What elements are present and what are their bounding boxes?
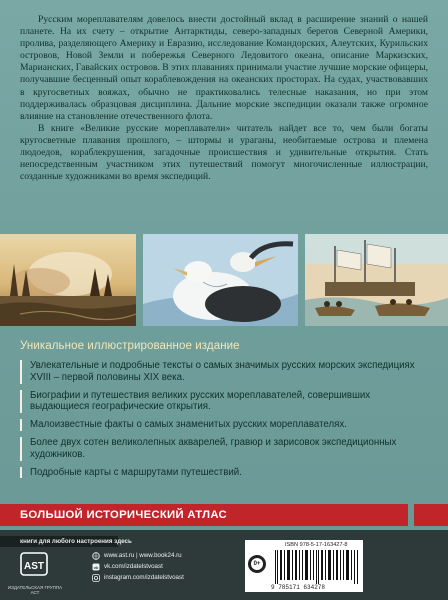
intro-text	[20, 14, 428, 183]
barcode-icon	[275, 550, 359, 584]
publisher-tagline: книги для любого настроения здесь	[0, 536, 118, 547]
instagram-icon	[92, 574, 100, 582]
link-text[interactable]: www.ast.ru | www.book24.ru	[104, 552, 182, 559]
vk-icon	[92, 563, 100, 571]
intro-paragraph-1: Русским мореплавателям довелось внести достойный вклад в расширение знаний о нашей планете. На их счету – открытие Антарктиды, северо-западных берегов Северной Америки, пролива, разделяющего Америку и Евразию, исследование Командорских, Алеутских, Курильских островов, Новой Земли и побережья Северного Ледовитого океана, описание Маркизских, Марианских, Гавайских островов. В этих плаваниях принимали участие лучшие морские офицеры, получавшие бесценный опыт кораблевождения на океанских просторах. На судах, участвовавших в кругосветных вояжах, обычно не практиковались телесные наказания, но при этом поддерживалась образцовая дисциплина. Дальние морские экспедиции оказали также огромное влияние на становление отечественного флота.	[20, 14, 428, 122]
series-banner-main	[0, 504, 408, 526]
feature-text: Биографии и путешествия великих русских мореплавателей, совершивших выдающиеся географические открытия.	[30, 389, 371, 413]
series-title: БОЛЬШОЙ ИСТОРИЧЕСКИЙ АТЛАС	[20, 509, 228, 521]
sea-battle-painting	[0, 234, 136, 326]
footer	[0, 530, 448, 600]
link-row[interactable]	[92, 561, 184, 572]
link-row[interactable]	[92, 572, 184, 583]
ast-logo-icon	[20, 552, 48, 582]
link-row[interactable]	[92, 550, 184, 561]
feature-item	[20, 360, 430, 384]
albatross-drawing	[143, 234, 298, 326]
publisher-links	[92, 550, 184, 583]
link-text[interactable]: instagram.com/izdatelstvoast	[104, 574, 184, 581]
ast-logo-text: AST	[24, 561, 44, 572]
feature-bar	[20, 467, 22, 479]
series-banner-cap	[414, 504, 448, 526]
publisher-name: ИЗДАТЕЛЬСКАЯ ГРУППА АСТ	[7, 585, 63, 595]
link-text[interactable]: vk.com/izdatelstvoast	[104, 563, 163, 570]
feature-item	[20, 390, 430, 414]
globe-icon	[92, 552, 100, 560]
intro-paragraph-2: В книге «Великие русские мореплаватели» читатель найдет все то, чем были богаты кругосветные плавания прошлого, – штормы и ураганы, необитаемые острова и племена людоедов, кораблекрушения, загадочные происшествия и удивительные открытия. Стать непосредственным участником этих путешествий помогут многочисленные иллюстрации, созданные художниками во время экспедиций.	[20, 122, 428, 183]
subheading: Уникальное иллюстрированное издание	[20, 340, 240, 352]
boats-and-ship-engraving	[305, 234, 448, 326]
feature-bar	[20, 390, 22, 414]
feature-list	[20, 360, 430, 484]
feature-text: Увлекательные и подробные тексты о самых значимых русских морских экспедициях XVIII – первой половины XIX века.	[30, 360, 415, 383]
feature-bar	[20, 360, 22, 384]
feature-item	[20, 467, 430, 479]
illustration-strip	[0, 234, 448, 326]
feature-text: Подробные карты с маршрутами путешествий.	[30, 466, 242, 478]
svg-text:vk: vk	[93, 564, 99, 570]
feature-item	[20, 419, 430, 431]
barcode-number: 9 785171 634278	[271, 584, 326, 591]
feature-item	[20, 437, 430, 461]
isbn-text: ISBN 978-5-17-163427-8	[285, 542, 348, 548]
ast-logo	[20, 552, 48, 582]
feature-text: Более двух сотен великолепных акварелей, гравюр и зарисовок экспедиционных художников.	[30, 436, 397, 460]
feature-text: Малоизвестные факты о самых знаменитых русских мореплавателях.	[30, 419, 347, 431]
feature-bar	[20, 437, 22, 461]
series-banner	[0, 504, 448, 526]
age-rating-badge: 0+	[248, 555, 266, 573]
barcode-panel	[245, 540, 363, 592]
feature-bar	[20, 419, 22, 431]
